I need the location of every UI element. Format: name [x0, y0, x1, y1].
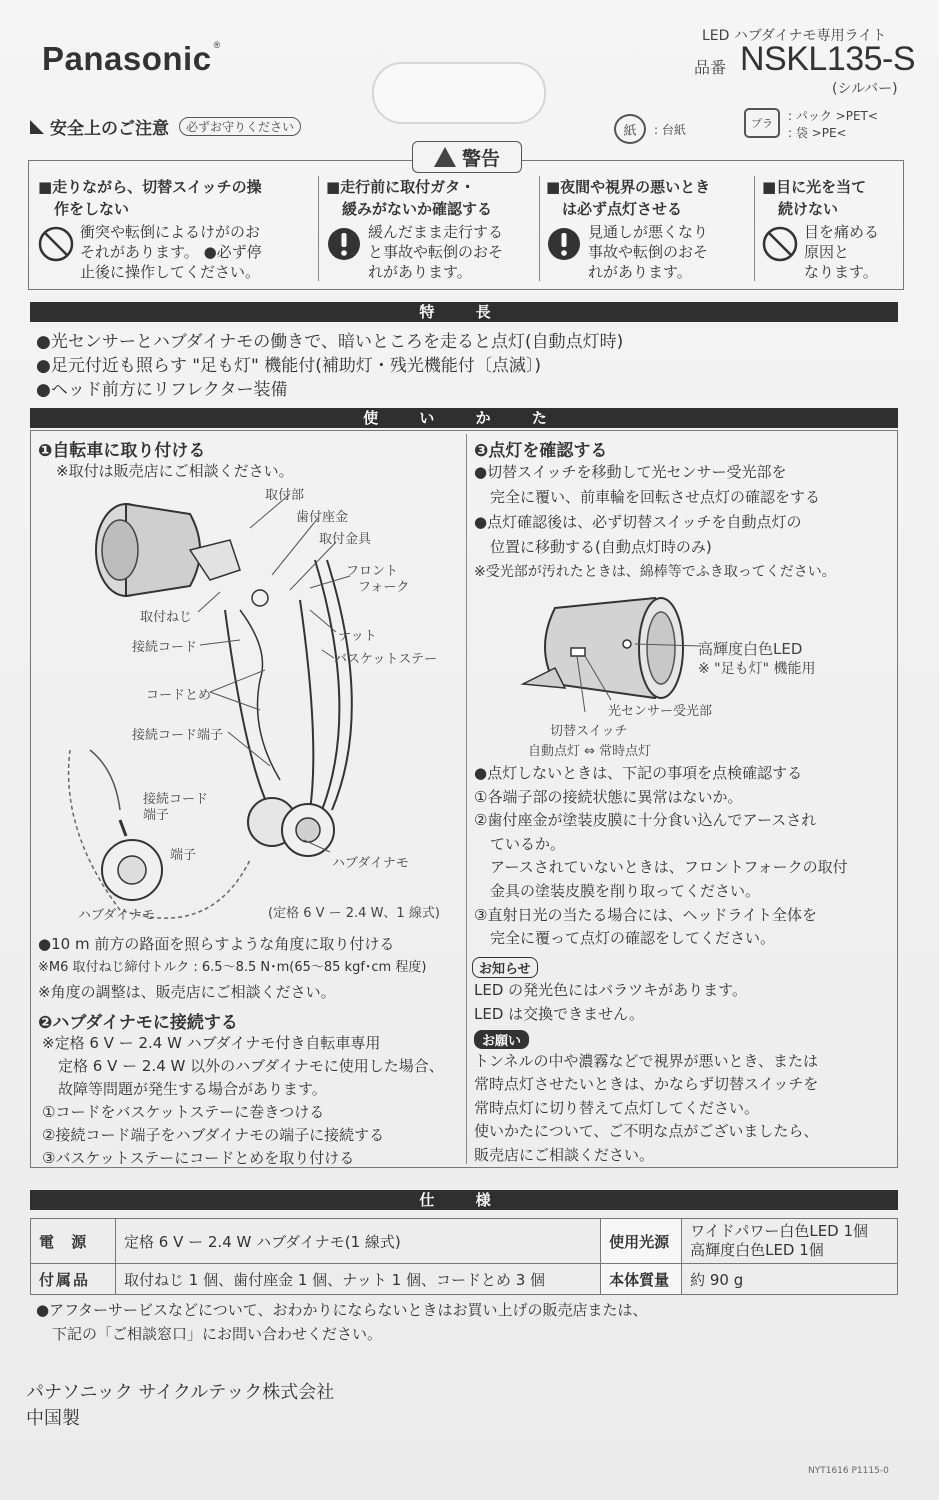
mandatory-icon	[326, 226, 362, 262]
step3-lines: ●切替スイッチを移動して光センサー受光部を 完全に覆い、前車輪を回転させ点灯の確認をする ●点灯確認後は、必ず切替スイッチを自動点灯の 位置に移動する(自動点灯時のみ) ※受光部が汚れたときは、綿棒等でふき取ってください。	[474, 463, 836, 580]
notice-tag: お知らせ	[472, 957, 538, 978]
request-lines: トンネルの中や濃霧などで視界が悪いとき、または 常時点灯させたいときは、かならず切替スイッチを 常時点灯に切り替えて点灯してください。 使いかたについて、ご不明な点がございましたら、 販売店にご相談ください。	[474, 1052, 819, 1164]
warning-triangle-icon	[434, 147, 456, 167]
hinban-label: 品番	[694, 58, 727, 77]
usage-header-bar: 使 い か た	[30, 408, 898, 428]
label-codetome: コードとめ	[146, 688, 212, 703]
paper-recycle-mark: 紙 : 台紙	[614, 114, 686, 144]
warning-separator	[539, 176, 540, 281]
warning-col-3: ■夜間や視界の悪いとき は必ず点灯させる 見通しが悪くなり 事故や転倒のおそ れがあります。	[546, 178, 711, 281]
step1-lines: ●10 m 前方の路面を照らすような角度に取り付ける ※M6 取付ねじ締付トルク : 6.5〜8.5 N･m(65〜85 kgf･cm 程度) ※角度の調整は、販売店にご相談ください。	[38, 935, 427, 1001]
plastic-recycle-icon: プラ	[744, 108, 780, 138]
label-torituke: 取付部	[265, 488, 305, 503]
label-switch: 切替スイッチ	[550, 724, 628, 739]
label-mode: 自動点灯 ⇔ 常時点灯	[528, 744, 652, 759]
color-name: (シルバー)	[832, 81, 898, 97]
product-line: LED ハブダイナモ専用ライト	[702, 28, 887, 44]
step2-lines: ※定格 6 V ー 2.4 W ハブダイナモ付き自転車専用 定格 6 V ー 2.4 W 以外のハブダイナモに使用した場合、 故障等問題が発生する場合があります。 ①コードをバスケットステーに巻きつける ②接続コード端子をハブダイナモの端子に接続する ③バスケットステーにコードとめを取り付ける	[42, 1034, 444, 1167]
prohibited-icon	[762, 226, 798, 262]
label-tanshi: 接続コード端子	[132, 728, 224, 743]
spec-value: ワイドパワー白色LED 1個 高輝度白色LED 1個	[682, 1219, 898, 1264]
features-list	[36, 330, 623, 402]
warning-separator	[318, 176, 319, 281]
label-tanshi-3: 端子	[170, 848, 197, 863]
spec-value: 約 90 g	[682, 1264, 898, 1295]
print-code: NYT1616 P1115-0	[808, 1466, 889, 1476]
label-rating: (定格 6 V ー 2.4 W、1 線式)	[268, 906, 440, 921]
label-ashimo: ※ "足も灯" 機能用	[698, 661, 816, 677]
warning-col-1: ■走りながら、切替スイッチの操 作をしない 衝突や転倒によるけがのお それがあります。 ●必ず停 止後に操作してください。	[38, 178, 262, 281]
feature-item: ●足元付近も照らす "足も灯" 機能付(補助灯・残光機能付〔点滅〕)	[36, 356, 542, 376]
label-sensor: 光センサー受光部	[608, 704, 713, 719]
feature-item: ●光センサーとハブダイナモの働きで、暗いところを走ると点灯(自動点灯時)	[36, 332, 624, 352]
step2-title: ❷ハブダイナモに接続する	[38, 1013, 238, 1033]
label-basket: バスケットステー	[334, 652, 437, 667]
label-hubdynamo: ハブダイナモ	[332, 856, 409, 871]
spec-value: 取付ねじ 1 個、歯付座金 1 個、ナット 1 個、コードとめ 3 個	[116, 1264, 601, 1295]
headlight-diagram	[515, 588, 715, 718]
plastic-recycle-mark: プラ : パック >PET< : 袋 >PE<	[744, 108, 878, 142]
corner-triangle-icon	[30, 120, 44, 134]
safety-heading: 安全上のご注意 必ずお守りください	[30, 114, 301, 139]
step1-note: ※取付は販売店にご相談ください。	[56, 462, 294, 480]
table-row	[31, 1264, 898, 1295]
spec-table	[30, 1218, 898, 1295]
paper-recycle-icon: 紙	[614, 114, 646, 144]
hang-hole	[372, 62, 546, 124]
spec-key: 使用光源	[601, 1219, 682, 1264]
label-led: 高輝度白色LED	[698, 640, 803, 658]
features-header-bar: 特 長	[30, 302, 898, 322]
label-hatsuki: 歯付座金	[296, 510, 349, 525]
warning-col-2: ■走行前に取付ガタ・ 緩みがないか確認する 緩んだまま走行する と事故や転倒のおそ れがあります。	[326, 178, 504, 281]
spec-key: 付属品	[31, 1264, 116, 1295]
label-tanshi-2a: 接続コード	[143, 792, 209, 807]
label-fork-2: フォーク	[358, 580, 410, 595]
step3-title: ❸点灯を確認する	[474, 441, 608, 461]
label-kanagu: 取付金具	[319, 532, 372, 547]
request-tag: お願い	[474, 1030, 529, 1049]
warning-title: 警告	[412, 141, 522, 173]
table-row	[31, 1219, 898, 1264]
model-number: NSKL135-S	[740, 40, 916, 78]
feature-item: ●ヘッド前方にリフレクター装備	[36, 380, 288, 400]
prohibited-icon	[38, 226, 74, 262]
label-tanshi-2b: 端子	[143, 808, 170, 823]
brand-logo: Panasonic ®	[42, 40, 221, 77]
must-follow-pill: 必ずお守りください	[179, 117, 301, 136]
label-neji: 取付ねじ	[140, 610, 193, 625]
country-of-origin: 中国製	[26, 1408, 80, 1429]
spec-key: 電 源	[31, 1219, 116, 1264]
spec-key: 本体質量	[601, 1264, 682, 1295]
after-service-note: ●アフターサービスなどについて、おわかりにならないときはお買い上げの販売店または、 下記の「ご相談窓口」にお問い合わせください。	[36, 1301, 648, 1343]
spec-value: 定格 6 V ー 2.4 W ハブダイナモ(1 線式)	[116, 1219, 601, 1264]
label-fork-1: フロント	[346, 564, 399, 579]
mandatory-icon	[546, 226, 582, 262]
label-nut: ナット	[338, 629, 377, 644]
spec-header-bar: 仕 様	[30, 1190, 898, 1210]
warning-separator	[754, 176, 755, 281]
manufacturer: パナソニック サイクルテック株式会社	[26, 1382, 335, 1403]
label-cord: 接続コード	[132, 640, 198, 655]
warning-col-4: ■目に光を当て 続けない 目を痛める 原因と なります。	[762, 178, 880, 281]
check-lines: ●点灯しないときは、下記の事項を点検確認する ①各端子部の接続状態に異常はないか。 ②歯付座金が塗装皮膜に十分食い込んでアースされ ているか。 アースされていないときは、フロントフォークの取付 金具の塗装皮膜を削り取ってください。 ③直射日光の当たる場合には、ヘッドライト全体を 完全に覆って点灯の確認をしてください。	[474, 764, 848, 948]
label-hubdynamo-2: ハブダイナモ	[78, 908, 155, 923]
step1-title: ❶自転車に取り付ける	[38, 441, 206, 461]
usage-column-divider	[466, 434, 467, 1164]
notice-lines: LED の発光色にはバラツキがあります。 LED は交換できません。	[474, 981, 747, 1023]
